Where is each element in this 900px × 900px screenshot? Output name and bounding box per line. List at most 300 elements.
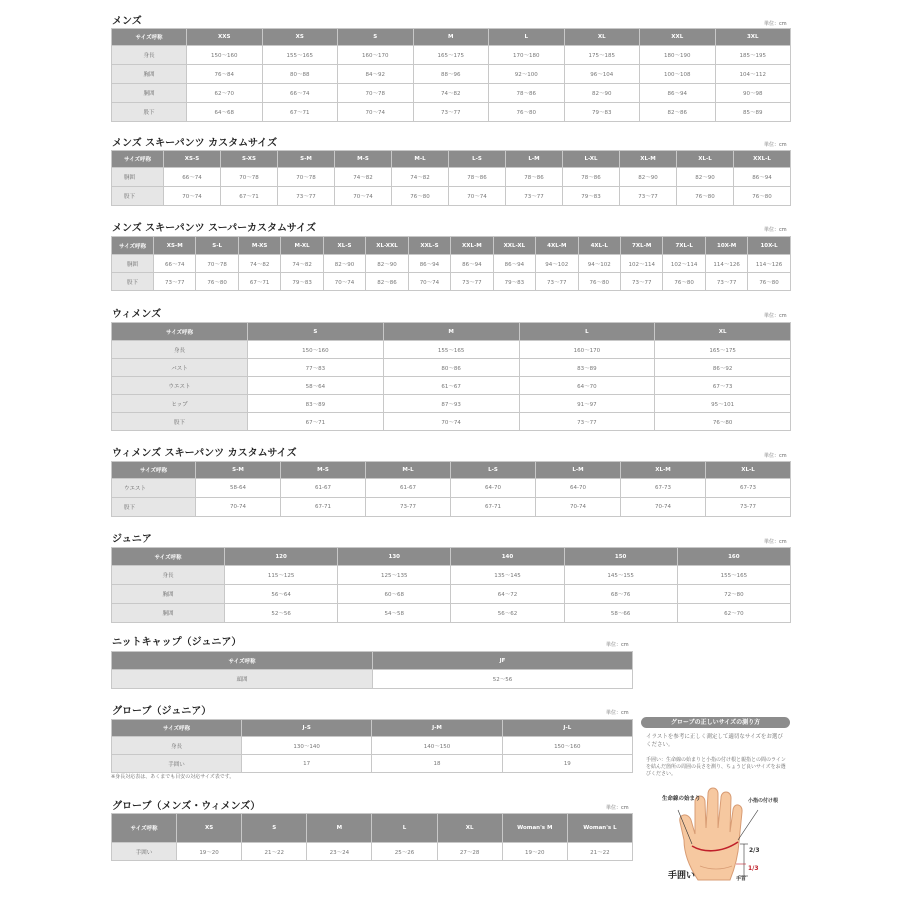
table-cell: 150～160: [248, 341, 384, 359]
size-header-cell: 4XL-M: [536, 237, 578, 255]
table-cell: 21～22: [567, 843, 632, 861]
table-row: [112, 187, 791, 206]
table-cell: 64-70: [451, 479, 536, 498]
size-header-cell: XXS: [187, 29, 263, 46]
table-cell: 82～90: [620, 168, 677, 187]
size-header-cell: M-S: [281, 462, 366, 479]
size-header-cell: 7XL-L: [663, 237, 705, 255]
table-cell: 62～70: [187, 84, 263, 103]
table-cell: 52～56: [225, 604, 338, 623]
size-header-cell: XL-M: [620, 151, 677, 168]
table-cell: 86～94: [493, 255, 535, 273]
size-header-cell: XXL-XL: [493, 237, 535, 255]
size-header-cell: 3XL: [715, 29, 791, 46]
table-cell: 64～70: [519, 377, 655, 395]
table-cell: 185～195: [715, 46, 791, 65]
size-header-cell: M-L: [366, 462, 451, 479]
size-note: ※身長対応表は、あくまでも目安の対応サイズ表です。: [111, 774, 235, 780]
mens-ski-custom-table: [111, 150, 791, 206]
row-header-cell: 股下: [112, 273, 154, 291]
size-header-cell: S-M: [278, 151, 335, 168]
table-cell: 150～160: [187, 46, 263, 65]
table-cell: 104～112: [715, 65, 791, 84]
table-cell: 67-73: [706, 479, 791, 498]
label-hand-girth: 手囲い: [668, 871, 696, 881]
table-cell: 19～20: [502, 843, 567, 861]
junior-size-table: [111, 547, 791, 623]
unit-label: 単位：cm: [606, 805, 629, 811]
table-cell: 82～90: [323, 255, 365, 273]
womens-size-table: [111, 322, 791, 431]
row-header-cell: 頭囲: [112, 670, 373, 689]
header-row: [112, 720, 633, 737]
table-cell: 76～80: [734, 187, 791, 206]
size-label-header: サイズ呼称: [112, 652, 373, 670]
table-row: [112, 65, 791, 84]
table-cell: 82～90: [564, 84, 640, 103]
table-cell: 78～86: [506, 168, 563, 187]
table-cell: 84～92: [338, 65, 414, 84]
size-header-cell: Woman's M: [502, 814, 567, 843]
label-one-third: 1/3: [748, 865, 759, 872]
label-lifeline: 生命線の始まり: [662, 796, 701, 802]
size-header-cell: S: [338, 29, 414, 46]
size-header-cell: 7XL-M: [620, 237, 662, 255]
size-header-cell: L-M: [536, 462, 621, 479]
header-row: [112, 652, 633, 670]
table-cell: 79～83: [564, 103, 640, 122]
table-cell: 73～77: [154, 273, 196, 291]
size-header-cell: 10X-M: [705, 237, 747, 255]
row-header-cell: バスト: [112, 359, 248, 377]
size-label-header: サイズ呼称: [112, 814, 177, 843]
table-row: [112, 737, 633, 755]
table-row: [112, 377, 791, 395]
size-header-cell: XS: [177, 814, 242, 843]
size-header-cell: M-S: [335, 151, 392, 168]
size-header-cell: 160: [677, 548, 790, 566]
table-cell: 73～77: [278, 187, 335, 206]
table-cell: 73～77: [536, 273, 578, 291]
table-row: [112, 359, 791, 377]
table-cell: 80～88: [262, 65, 338, 84]
table-row: [112, 341, 791, 359]
table-cell: 87～93: [383, 395, 519, 413]
table-cell: 58-64: [196, 479, 281, 498]
table-cell: 83～89: [248, 395, 384, 413]
size-label-header: サイズ呼称: [112, 720, 242, 737]
mens-size-table: [111, 28, 791, 122]
table-cell: 165～175: [655, 341, 791, 359]
table-cell: 64～72: [451, 585, 564, 604]
glove-adult-table: [111, 813, 633, 861]
table-cell: 114～126: [705, 255, 747, 273]
table-cell: 82～86: [366, 273, 408, 291]
table-row: [112, 103, 791, 122]
table-cell: 82～86: [640, 103, 716, 122]
table-row: [112, 413, 791, 431]
table-cell: 145～155: [564, 566, 677, 585]
size-header-cell: XL-L: [706, 462, 791, 479]
size-header-cell: L-S: [451, 462, 536, 479]
table-cell: 70～78: [221, 168, 278, 187]
table-cell: 77～83: [248, 359, 384, 377]
table-cell: 165～175: [413, 46, 489, 65]
size-header-cell: J-L: [502, 720, 632, 737]
table-cell: 76～80: [748, 273, 790, 291]
size-header-cell: M: [307, 814, 372, 843]
table-row: [112, 843, 633, 861]
table-row: [112, 670, 633, 689]
table-cell: 86～94: [640, 84, 716, 103]
size-header-cell: L-M: [506, 151, 563, 168]
table-cell: 95～101: [655, 395, 791, 413]
row-header-cell: 身長: [112, 46, 187, 65]
label-two-thirds: 2/3: [749, 847, 760, 854]
unit-label: 単位：cm: [764, 142, 787, 148]
row-header-cell: 胸囲: [112, 65, 187, 84]
table-cell: 74～82: [281, 255, 323, 273]
table-cell: 74～82: [392, 168, 449, 187]
table-cell: 76～80: [677, 187, 734, 206]
table-cell: 100～108: [640, 65, 716, 84]
table-cell: 85～89: [715, 103, 791, 122]
table-cell: 67-71: [281, 498, 366, 517]
size-header-cell: XL: [655, 323, 791, 341]
table-row: [112, 84, 791, 103]
header-row: [112, 237, 791, 255]
glove-guide-title: グローブの正しいサイズの測り方: [641, 717, 790, 728]
table-cell: 70～78: [338, 84, 414, 103]
size-header-cell: S: [242, 814, 307, 843]
header-row: [112, 29, 791, 46]
table-cell: 96～104: [564, 65, 640, 84]
glove-guide-text: イラストを参考に正しく測定して適切なサイズをお選びください。: [646, 734, 783, 748]
table-cell: 78～86: [449, 168, 506, 187]
table-cell: 79～83: [563, 187, 620, 206]
table-cell: 56～62: [451, 604, 564, 623]
size-header-cell: 140: [451, 548, 564, 566]
table-cell: 73～77: [620, 187, 677, 206]
size-header-cell: XL-M: [621, 462, 706, 479]
size-header-cell: XS-S: [164, 151, 221, 168]
table-cell: 73～77: [506, 187, 563, 206]
table-cell: 64-70: [536, 479, 621, 498]
row-header-cell: 胸囲: [112, 585, 225, 604]
label-wrist: 手首: [736, 876, 747, 882]
size-header-cell: S-M: [196, 462, 281, 479]
table-cell: 180～190: [640, 46, 716, 65]
table-cell: 62～70: [677, 604, 790, 623]
size-header-cell: 120: [225, 548, 338, 566]
header-row: [112, 323, 791, 341]
size-header-cell: XL-S: [323, 237, 365, 255]
table-cell: 61-67: [366, 479, 451, 498]
section-title-womens-ski-custom: ウィメンズ スキーパンツ カスタムサイズ: [112, 448, 297, 459]
mens-ski-super-table: [111, 236, 791, 291]
table-cell: 52～56: [373, 670, 633, 689]
table-row: [112, 255, 791, 273]
table-cell: 73～77: [705, 273, 747, 291]
table-cell: 72～80: [677, 585, 790, 604]
row-header-cell: 胴囲: [112, 255, 154, 273]
table-cell: 67-71: [451, 498, 536, 517]
table-cell: 73-77: [706, 498, 791, 517]
row-header-cell: ヒップ: [112, 395, 248, 413]
size-header-cell: XS: [262, 29, 338, 46]
table-cell: 94～102: [578, 255, 620, 273]
section-title-glove-adult: グローブ（メンズ・ウィメンズ）: [112, 801, 261, 812]
table-cell: 92～100: [489, 65, 565, 84]
table-cell: 130～140: [242, 737, 372, 755]
table-row: [112, 395, 791, 413]
table-cell: 175～185: [564, 46, 640, 65]
size-header-cell: Woman's L: [567, 814, 632, 843]
table-cell: 74～82: [238, 255, 280, 273]
size-header-cell: L-XL: [563, 151, 620, 168]
section-title-knit-cap: ニットキャップ（ジュニア）: [112, 637, 242, 648]
table-cell: 114～126: [748, 255, 790, 273]
row-header-cell: ウエスト: [112, 479, 196, 498]
size-header-cell: M: [383, 323, 519, 341]
unit-label: 単位：cm: [764, 21, 787, 27]
unit-label: 単位：cm: [764, 539, 787, 545]
section-title-mens: メンズ: [112, 16, 142, 27]
table-cell: 23～24: [307, 843, 372, 861]
table-cell: 67～73: [655, 377, 791, 395]
table-cell: 140～150: [372, 737, 502, 755]
table-cell: 70-74: [621, 498, 706, 517]
table-cell: 79～83: [493, 273, 535, 291]
table-cell: 155～165: [383, 341, 519, 359]
table-cell: 90～98: [715, 84, 791, 103]
table-cell: 67-73: [621, 479, 706, 498]
table-cell: 76～84: [187, 65, 263, 84]
table-cell: 88～96: [413, 65, 489, 84]
table-cell: 82～90: [366, 255, 408, 273]
table-cell: 70～78: [196, 255, 238, 273]
table-cell: 150～160: [502, 737, 632, 755]
table-cell: 78～86: [563, 168, 620, 187]
table-cell: 102～114: [620, 255, 662, 273]
size-header-cell: 150: [564, 548, 677, 566]
size-header-cell: L: [489, 29, 565, 46]
table-cell: 125～135: [338, 566, 451, 585]
table-cell: 67～71: [221, 187, 278, 206]
table-cell: 155～165: [262, 46, 338, 65]
table-cell: 70-74: [536, 498, 621, 517]
table-cell: 61-67: [281, 479, 366, 498]
size-header-cell: 130: [338, 548, 451, 566]
table-cell: 58～64: [248, 377, 384, 395]
header-row: [112, 462, 791, 479]
size-header-cell: 10X-L: [748, 237, 790, 255]
table-cell: 73-77: [366, 498, 451, 517]
table-cell: 79～83: [281, 273, 323, 291]
table-cell: 80～86: [383, 359, 519, 377]
table-cell: 86～94: [408, 255, 450, 273]
table-cell: 70～74: [383, 413, 519, 431]
table-cell: 74～82: [413, 84, 489, 103]
table-cell: 91～97: [519, 395, 655, 413]
row-header-cell: 股下: [112, 187, 164, 206]
size-header-cell: J-S: [242, 720, 372, 737]
header-row: [112, 548, 791, 566]
table-cell: 70～74: [408, 273, 450, 291]
unit-label: 単位：cm: [764, 313, 787, 319]
table-cell: 76～80: [196, 273, 238, 291]
table-cell: 76～80: [663, 273, 705, 291]
size-header-cell: S-L: [196, 237, 238, 255]
size-label-header: サイズ呼称: [112, 323, 248, 341]
size-header-cell: JF: [373, 652, 633, 670]
table-cell: 18: [372, 755, 502, 773]
table-cell: 76～80: [578, 273, 620, 291]
row-header-cell: 胴囲: [112, 84, 187, 103]
table-cell: 25～26: [372, 843, 437, 861]
table-cell: 70～74: [164, 187, 221, 206]
size-header-cell: L-S: [449, 151, 506, 168]
table-cell: 70～78: [278, 168, 335, 187]
row-header-cell: 手囲い: [112, 843, 177, 861]
label-pinky: 小指の付け根: [748, 798, 779, 804]
table-cell: 70～74: [323, 273, 365, 291]
size-header-cell: S-XS: [221, 151, 278, 168]
table-cell: 73～77: [519, 413, 655, 431]
unit-label: 単位：cm: [606, 710, 629, 716]
header-row: [112, 151, 791, 168]
table-cell: 155～165: [677, 566, 790, 585]
section-title-mens-ski-custom: メンズ スキーパンツ カスタムサイズ: [112, 138, 278, 149]
size-header-cell: XL-L: [677, 151, 734, 168]
table-cell: 73～77: [451, 273, 493, 291]
table-row: [112, 46, 791, 65]
table-cell: 78～86: [489, 84, 565, 103]
unit-label: 単位：cm: [764, 227, 787, 233]
section-title-mens-ski-super: メンズ スキーパンツ スーパーカスタムサイズ: [112, 223, 316, 234]
size-header-cell: L: [519, 323, 655, 341]
size-header-cell: XXL-S: [408, 237, 450, 255]
table-cell: 102～114: [663, 255, 705, 273]
table-cell: 54～58: [338, 604, 451, 623]
row-header-cell: ウエスト: [112, 377, 248, 395]
section-title-glove-junior: グローブ（ジュニア）: [112, 706, 212, 717]
section-title-womens: ウィメンズ: [112, 309, 162, 320]
table-cell: 76～80: [392, 187, 449, 206]
table-cell: 73～77: [413, 103, 489, 122]
size-header-cell: XXL: [640, 29, 716, 46]
row-header-cell: 股下: [112, 498, 196, 517]
unit-label: 単位：cm: [764, 453, 787, 459]
table-cell: 66～74: [154, 255, 196, 273]
table-row: [112, 479, 791, 498]
row-header-cell: 股下: [112, 103, 187, 122]
table-cell: 17: [242, 755, 372, 773]
table-cell: 70～74: [449, 187, 506, 206]
table-row: [112, 604, 791, 623]
section-title-junior: ジュニア: [112, 534, 152, 545]
table-cell: 135～145: [451, 566, 564, 585]
size-header-cell: M-XL: [281, 237, 323, 255]
table-cell: 67～71: [238, 273, 280, 291]
size-header-cell: L: [372, 814, 437, 843]
womens-ski-custom-table: [111, 461, 791, 517]
table-row: [112, 755, 633, 773]
table-cell: 19～20: [177, 843, 242, 861]
table-cell: 64～68: [187, 103, 263, 122]
table-cell: 160～170: [519, 341, 655, 359]
table-cell: 27～28: [437, 843, 502, 861]
table-cell: 68～76: [564, 585, 677, 604]
size-header-cell: XL: [564, 29, 640, 46]
row-header-cell: 手囲い: [112, 755, 242, 773]
size-header-cell: 4XL-L: [578, 237, 620, 255]
table-row: [112, 273, 791, 291]
table-cell: 82～90: [677, 168, 734, 187]
table-cell: 86～94: [451, 255, 493, 273]
table-cell: 76～80: [489, 103, 565, 122]
size-header-cell: M-XS: [238, 237, 280, 255]
table-cell: 74～82: [335, 168, 392, 187]
row-header-cell: 股下: [112, 413, 248, 431]
size-header-cell: S: [248, 323, 384, 341]
table-cell: 94～102: [536, 255, 578, 273]
size-label-header: サイズ呼称: [112, 462, 196, 479]
unit-label: 単位：cm: [606, 642, 629, 648]
table-row: [112, 566, 791, 585]
table-cell: 67～71: [248, 413, 384, 431]
table-cell: 73～77: [620, 273, 662, 291]
glove-junior-table: [111, 719, 633, 773]
size-header-cell: XL-XXL: [366, 237, 408, 255]
table-cell: 115～125: [225, 566, 338, 585]
size-header-cell: XL: [437, 814, 502, 843]
table-cell: 61～67: [383, 377, 519, 395]
knit-cap-table: [111, 651, 633, 689]
table-cell: 66～74: [262, 84, 338, 103]
header-row: [112, 814, 633, 843]
table-row: [112, 168, 791, 187]
table-cell: 76～80: [655, 413, 791, 431]
row-header-cell: 身長: [112, 341, 248, 359]
size-header-cell: XS-M: [154, 237, 196, 255]
table-cell: 66～74: [164, 168, 221, 187]
table-cell: 58～66: [564, 604, 677, 623]
hand-illustration: [640, 780, 790, 885]
table-cell: 70～74: [338, 103, 414, 122]
table-cell: 170～180: [489, 46, 565, 65]
table-cell: 56～64: [225, 585, 338, 604]
size-label-header: サイズ呼称: [112, 151, 164, 168]
table-cell: 67～71: [262, 103, 338, 122]
glove-guide-detail: 手囲い：生命線の始まりと小指の付け根と親指との間のラインを結んだ箇所の周囲の長さを測り、ちょうど良いサイズをお選びください。: [646, 757, 786, 777]
table-row: [112, 585, 791, 604]
table-cell: 86～92: [655, 359, 791, 377]
row-header-cell: 胴囲: [112, 604, 225, 623]
table-cell: 83～89: [519, 359, 655, 377]
size-label-header: サイズ呼称: [112, 29, 187, 46]
size-header-cell: J-M: [372, 720, 502, 737]
table-cell: 21～22: [242, 843, 307, 861]
row-header-cell: 身長: [112, 566, 225, 585]
table-cell: 70-74: [196, 498, 281, 517]
table-cell: 160～170: [338, 46, 414, 65]
table-cell: 19: [502, 755, 632, 773]
size-header-cell: M-L: [392, 151, 449, 168]
size-header-cell: M: [413, 29, 489, 46]
table-cell: 70～74: [335, 187, 392, 206]
size-header-cell: XXL-L: [734, 151, 791, 168]
